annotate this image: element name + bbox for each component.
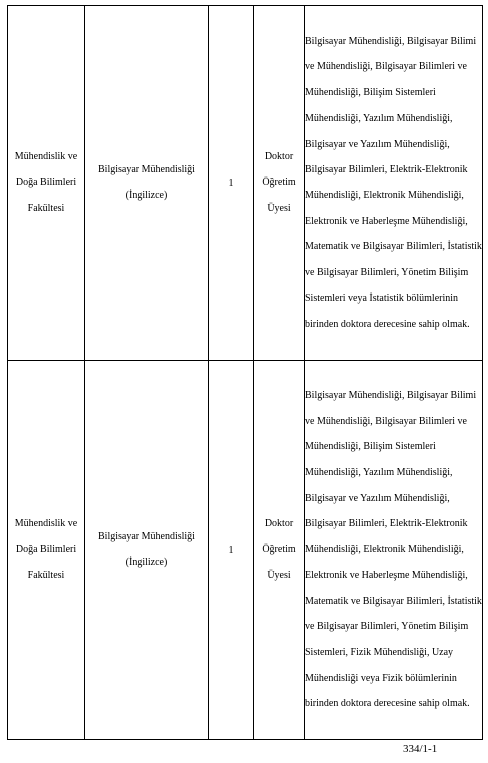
program-text: Bilgisayar Mühendisliği (İngilizce) bbox=[98, 531, 195, 568]
title-cell bbox=[254, 361, 305, 740]
title-text: Doktor Öğretim Üyesi bbox=[262, 151, 296, 214]
program-cell bbox=[85, 361, 209, 740]
title-cell bbox=[254, 6, 305, 361]
table-row bbox=[8, 6, 483, 361]
program-cell bbox=[85, 6, 209, 361]
count-cell bbox=[209, 361, 254, 740]
count-cell bbox=[209, 6, 254, 361]
faculty-text: Mühendislik ve Doğa Bilimleri Fakültesi bbox=[14, 518, 78, 581]
program-text: Bilgisayar Mühendisliği (İngilizce) bbox=[98, 164, 195, 201]
faculty-cell bbox=[8, 361, 85, 740]
faculty-cell bbox=[8, 6, 85, 361]
table-row bbox=[8, 361, 483, 740]
positions-table bbox=[7, 5, 483, 740]
requirements-cell bbox=[305, 361, 483, 740]
count-text: 1 bbox=[228, 177, 234, 189]
title-text: Doktor Öğretim Üyesi bbox=[262, 518, 296, 581]
count-text: 1 bbox=[228, 544, 234, 556]
requirements-text: Bilgisayar Mühendisliği, Bilgisayar Bilimi ve Mühendisliği, Bilgisayar Bilimleri ve Mühendisliği, Bilişim Sistemleri Mühendisliği, Yazılım Mühendisliği, Bilgisayar ve Yazılım Mühendisliği, Bilgisayar Bilimleri, Elektrik-Elektronik Mühendisliği, Elektronik Mühendisliği, Elektronik ve Haberleşme Mühendisliği, Matematik ve Bilgisayar Bilimleri, İstatistik ve Bilgisayar Bilimleri, Yönetim Bilişim Sistemleri, Fizik Mühendisliği, Uzay Mühendisliği veya Fizik bölümlerinin birinden doktora derecesine sahip olmak. bbox=[305, 389, 482, 710]
requirements-text: Bilgisayar Mühendisliği, Bilgisayar Bilimi ve Mühendisliği, Bilgisayar Bilimleri ve Mühendisliği, Bilişim Sistemleri Mühendisliği, Yazılım Mühendisliği, Bilgisayar ve Yazılım Mühendisliği, Bilgisayar Bilimleri, Elektrik-Elektronik Mühendisliği, Elektronik Mühendisliği, Elektronik ve Haberleşme Mühendisliği, Matematik ve Bilgisayar Bilimleri, İstatistik ve Bilgisayar Bilimleri, Yönetim Bilişim Sistemleri veya İstatistik bölümlerinin birinden doktora derecesine sahip olmak. bbox=[305, 35, 482, 330]
page-number: 334/1-1 bbox=[403, 743, 438, 755]
faculty-text: Mühendislik ve Doğa Bilimleri Fakültesi bbox=[14, 151, 78, 214]
requirements-cell bbox=[305, 6, 483, 361]
